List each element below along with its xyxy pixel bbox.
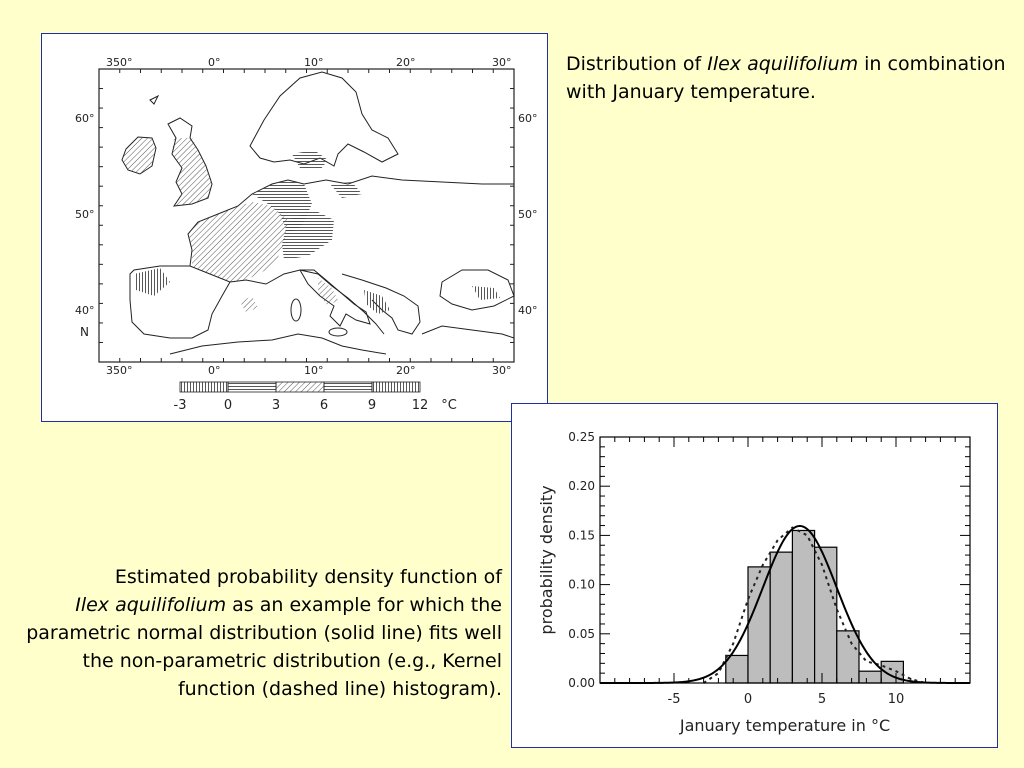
x-tick-label: 0 [743, 692, 753, 707]
density-chart [512, 404, 997, 747]
coast-sicily [329, 328, 347, 336]
lon-bottom-20: 20° [396, 364, 416, 377]
range-caucasus [472, 286, 500, 300]
histogram-bar [770, 552, 792, 683]
caption-map-suffix: in combination with January temperature. [566, 53, 1006, 103]
histogram-bar [748, 567, 770, 683]
x-tick-label: 10 [887, 692, 905, 707]
legend-band-2 [228, 382, 276, 392]
legend-band-1 [180, 382, 228, 392]
map-panel [41, 33, 548, 422]
lat-left-50: 50° [75, 208, 95, 221]
legend-band-3 [276, 382, 324, 392]
caption-density-species: Ilex aquilifolium [75, 594, 227, 616]
lon-top-20: 20° [396, 56, 416, 69]
range-ireland [122, 137, 156, 174]
caption-map-species: Ilex aquilifolium [707, 53, 859, 75]
y-tick-label: 0.15 [568, 528, 595, 543]
legend-band-5 [372, 382, 420, 392]
legend-band-4 [324, 382, 372, 392]
range-iberia-nw [134, 268, 170, 296]
lon-bottom-10: 10° [304, 364, 324, 377]
lat-right-50: 50° [518, 208, 538, 221]
distribution-map [42, 34, 547, 421]
caption-density-line1: Estimated probability density function of [114, 566, 502, 588]
y-tick-label: 0.20 [568, 479, 595, 494]
histogram-bar [859, 671, 881, 683]
histogram-bar [815, 547, 837, 683]
range-baltic [330, 182, 362, 198]
lon-top-30: 30° [492, 56, 512, 69]
legend-tick-3: 3 [271, 398, 281, 413]
lat-left-60: 60° [75, 112, 95, 125]
range-balkans [364, 290, 390, 314]
legend-tick-6: 6 [319, 398, 329, 413]
lat-right-40: 40° [518, 304, 538, 317]
caption-map-prefix: Distribution of [566, 53, 708, 75]
y-tick-label: 0.25 [568, 430, 595, 444]
coast-turkey [422, 326, 514, 338]
lat-right-60: 60° [518, 112, 538, 125]
caption-density-rest: as an example for which the parametric normal distribution (solid line) fits well the non-parametric distribution (e.g., Kernel function (dashed line) histogram). [26, 594, 502, 700]
coast-scandinavia [250, 72, 398, 166]
coast-iceland-part [150, 96, 158, 104]
legend-tick-12: 12 [411, 398, 429, 413]
lon-top-350: 350° [106, 56, 133, 69]
range-france [188, 202, 288, 282]
temperature-legend [174, 382, 457, 413]
legend-tick-m3: -3 [173, 398, 187, 413]
x-axis-label: January temperature in °C [679, 716, 891, 735]
x-tick-label: 5 [817, 692, 827, 707]
lon-bottom-0: 0° [208, 364, 221, 377]
lon-top-10: 10° [304, 56, 324, 69]
legend-tick-9: 9 [367, 398, 377, 413]
caption-density [20, 563, 502, 703]
y-tick-label: 0.10 [568, 577, 595, 592]
range-britain [172, 138, 212, 206]
range-denmark [292, 150, 328, 170]
x-tick-label: -5 [667, 692, 681, 707]
legend-unit: °C [441, 398, 457, 413]
histogram-bar [726, 655, 748, 683]
caption-map [566, 50, 1006, 106]
lon-bottom-30: 30° [492, 364, 512, 377]
lat-suffix-n: N [80, 325, 89, 339]
y-tick-label: 0.05 [568, 626, 595, 641]
histogram-bars [726, 530, 904, 683]
lon-bottom-350: 350° [106, 364, 133, 377]
y-tick-label: 0.00 [568, 676, 595, 690]
chart-panel [511, 403, 998, 748]
histogram-bar [837, 631, 859, 683]
legend-tick-0: 0 [223, 398, 233, 413]
coast-corsica-sardinia [291, 299, 301, 321]
lon-top-0: 0° [208, 56, 221, 69]
y-axis-label: probability density [537, 485, 556, 635]
range-pyrenees [240, 296, 258, 312]
coast-africa [170, 334, 386, 354]
lat-left-40: 40° [75, 304, 95, 317]
histogram-bar [792, 530, 814, 683]
